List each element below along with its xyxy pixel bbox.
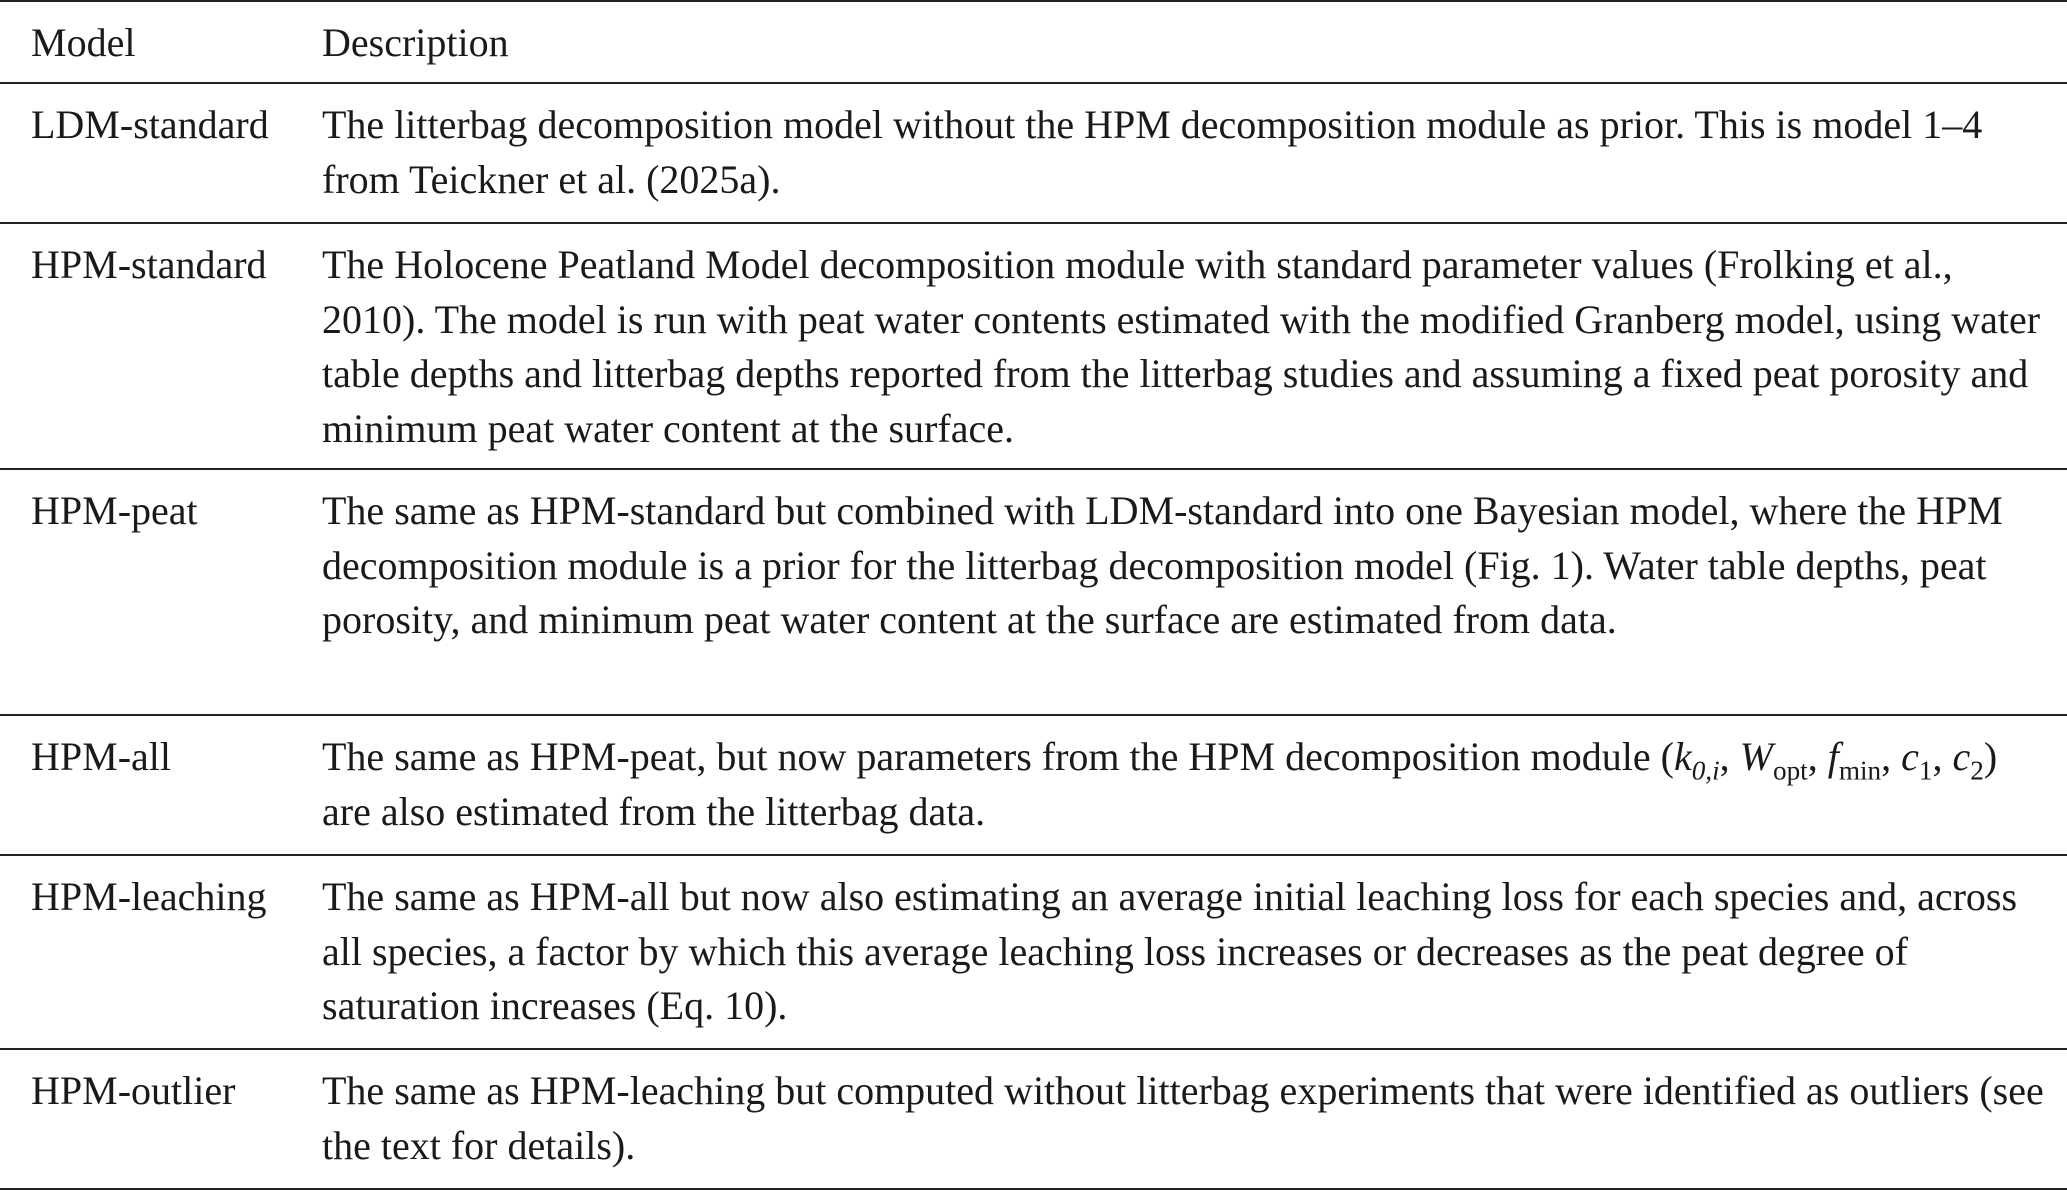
param-c2: c: [1952, 734, 1971, 779]
model-name: HPM-all: [31, 734, 171, 779]
model-name: HPM-leaching: [31, 874, 267, 919]
model-description: The same as HPM-leaching but computed without litterbag experiments that were identified as outliers (see the text for details).: [322, 1068, 2044, 1168]
desc-text-after: ) are also estimated from the litterbag data.: [322, 734, 1998, 834]
header-model: Model: [31, 20, 136, 65]
desc-text-before: The same as HPM-peat, but now parameters from the HPM decomposition module (: [322, 734, 1674, 779]
model-description: The litterbag decomposition model without the HPM decomposition module as prior. This is model 1–4 from Teickner et al. (2025a).: [322, 102, 1983, 202]
table-row: [0, 1050, 2067, 1190]
param-w-sub: opt: [1772, 755, 1808, 786]
param-c1: c: [1901, 734, 1919, 779]
model-name: HPM-outlier: [31, 1068, 236, 1113]
param-f: f: [1827, 734, 1839, 779]
header-description: Description: [322, 20, 509, 65]
table-row: [0, 224, 2067, 470]
table-row: [0, 716, 2067, 856]
table-row: [0, 856, 2067, 1050]
param-w: W: [1739, 734, 1773, 779]
model-name: HPM-peat: [31, 488, 198, 533]
table-row: [0, 470, 2067, 716]
table-row: [0, 84, 2067, 224]
model-description: The same as HPM-peat, but now parameters from the HPM decomposition module ($k_{0,i}$, $W_{opt}$, $f_{min}$, $c_1$, $c_2$) are also estimated from the litterbag data.: [322, 734, 1998, 834]
model-description: The Holocene Peatland Model decomposition module with standard parameter values (Frolking et al., 2010). The model is run with peat water contents estimated with the modified Granberg model, using water table depths and litterbag depths reported from the litterbag studies and assuming a fixed peat porosity and minimum peat water content at the surface.: [322, 242, 2041, 451]
param-k: $k_{0,i}$: [1673, 734, 1720, 786]
param-f-sub: min: [1838, 755, 1882, 786]
model-name: LDM-standard: [31, 102, 269, 147]
param-c2-sub: 2: [1970, 755, 1984, 786]
model-name: HPM-standard: [31, 242, 267, 287]
param-c1-sub: 1: [1918, 755, 1933, 786]
model-description: The same as HPM-standard but combined with LDM-standard into one Bayesian model, where the HPM decomposition module is a prior for the litterbag decomposition model (Fig. 1). Water table depths, peat porosity, and minimum peat water content at the surface are estimated from data.: [322, 488, 2003, 642]
table-header-row: [0, 0, 2067, 84]
model-description: The same as HPM-all but now also estimating an average initial leaching loss for each species and, across all species, a factor by which this average leaching loss increases or decreases as the peat degree of saturation increases (Eq. 10).: [322, 874, 2018, 1028]
